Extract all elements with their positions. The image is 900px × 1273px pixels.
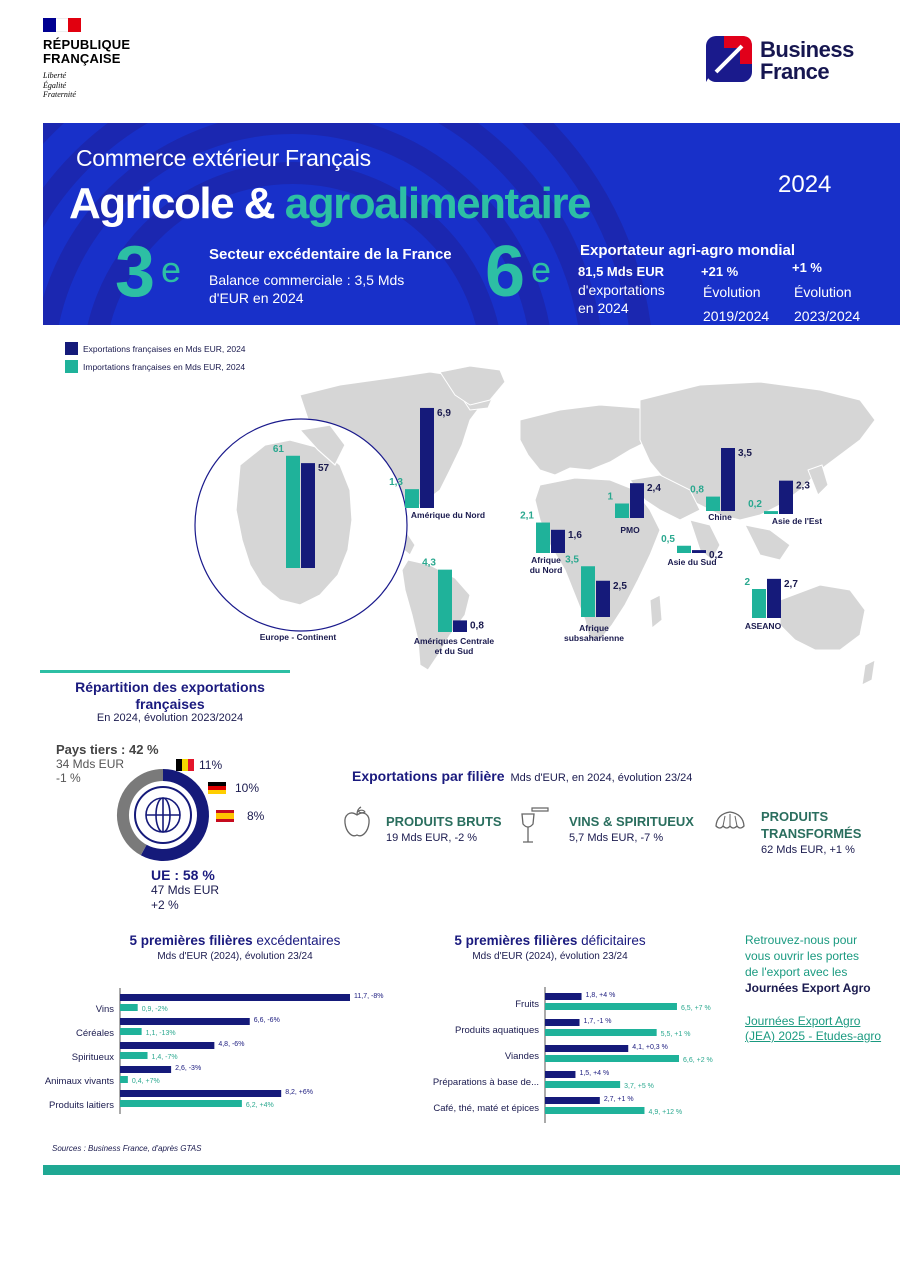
label-imp-fruits: 6,5, +7 % <box>680 1005 711 1012</box>
germany-flag-icon <box>208 782 226 794</box>
bar-imp-viandes <box>545 1055 679 1062</box>
produits-transformes-line-2: TRANSFORMÉS <box>761 826 862 841</box>
bar-exports-chine <box>721 448 735 511</box>
label-imp-cereales: 1,1, -13% <box>145 1030 176 1037</box>
value-exports-ameriques-centrale-et-du-sud: 0,8 <box>470 620 484 632</box>
label-imp-viandes: 6,6, +2 % <box>683 1057 713 1064</box>
rf-motto-2: Égalité <box>43 80 67 90</box>
ue-block <box>151 867 219 913</box>
ue-share: UE : 58 % <box>151 867 215 883</box>
bar-exp-cereales <box>120 1018 250 1025</box>
bar-imports-amerique-du-nord <box>405 489 419 508</box>
rank-3-title: Secteur excédentaire de la France <box>209 246 452 263</box>
bar-exp-vins <box>120 994 350 1001</box>
label-pmo: PMO <box>620 525 640 535</box>
bar-exp-animaux-vivants <box>120 1066 171 1073</box>
kpi-evol-2023-line-1: Évolution <box>794 284 852 300</box>
label-imp-vins: 0,9, -2% <box>141 1006 168 1013</box>
rf-motto-1: Liberté <box>43 71 67 80</box>
label-exp-vins: 11,7, -8% <box>354 993 384 1000</box>
produits-bruts-name: PRODUITS BRUTS <box>386 814 502 829</box>
label-imp-preparations-a-base-de: 3,7, +5 % <box>624 1083 654 1090</box>
bf-line-1: Business <box>760 37 854 62</box>
bar-exports-aseano <box>767 579 781 618</box>
label-afrique-subsaharienne-1: subsaharienne <box>564 633 624 643</box>
value-imports-pmo: 1 <box>607 491 613 503</box>
cta-line-4: Journées Export Agro <box>745 981 871 995</box>
rank-3-sup: e <box>161 249 182 290</box>
label-afrique-subsaharienne: Afrique <box>579 623 609 633</box>
category-produits-laitiers: Produits laitiers <box>49 1100 114 1111</box>
rank-6-title: Exportateur agri-agro mondial <box>580 242 796 259</box>
croissant-icon <box>713 808 747 834</box>
jea-link-line-1[interactable]: Journées Export Agro <box>745 1014 861 1028</box>
banner-year: 2024 <box>778 171 832 198</box>
bar-imports-asie-de-l-est <box>764 511 778 514</box>
label-exp-fruits: 1,8, +4 % <box>585 992 616 999</box>
bar-exports-europe-continent <box>301 463 315 568</box>
bar-exports-asie-de-l-est <box>779 481 793 514</box>
bar-exp-produits-aquatiques <box>545 1019 580 1026</box>
category-fruits: Fruits <box>515 999 539 1010</box>
bar-exports-afrique-subsaharienne <box>596 581 610 617</box>
ue-evolution: +2 % <box>151 898 179 912</box>
kpi-evol-2023-value: +1 % <box>792 260 822 275</box>
bar-exports-afrique-du-nord <box>551 530 565 553</box>
rank-6-number: 6 <box>485 232 526 312</box>
produits-transformes-line-1: PRODUITS <box>761 809 829 824</box>
label-asie-de-l-est: Asie de l'Est <box>771 516 823 526</box>
value-exports-asie-de-l-est: 2,3 <box>796 480 810 492</box>
excedentaires-title <box>70 933 400 948</box>
spain-flag-icon <box>216 810 234 822</box>
label-exp-spiritueux: 4,8, -6% <box>218 1041 245 1048</box>
value-exports-europe-continent: 57 <box>318 463 330 475</box>
bar-imports-ameriques-centrale-et-du-sud <box>438 570 452 632</box>
value-imports-ameriques-centrale-et-du-sud: 4,3 <box>422 557 436 569</box>
label-exp-cafe-the-mate-et-epices: 2,7, +1 % <box>603 1096 634 1103</box>
value-imports-chine: 0,8 <box>690 484 704 496</box>
filieres-subtitle: Mds d'EUR, en 2024, évolution 23/24 <box>510 772 693 784</box>
deficitaires-title-bold: 5 premières filières <box>454 933 578 948</box>
label-exp-viandes: 4,1, +0,3 % <box>632 1044 668 1051</box>
rank-3-number: 3 <box>115 232 156 312</box>
pays-tiers-evolution: -1 % <box>56 771 81 785</box>
category-vins: Vins <box>95 1004 114 1015</box>
bar-imports-europe-continent <box>286 456 300 568</box>
belgium-flag-stripes <box>176 759 194 771</box>
rf-line-2: FRANÇAISE <box>43 51 121 66</box>
bar-imp-fruits <box>545 1003 677 1010</box>
deficitaires-title <box>400 933 700 948</box>
value-exports-afrique-du-nord: 1,6 <box>568 529 582 541</box>
bar-imports-afrique-subsaharienne <box>581 566 595 617</box>
legend-imports-label: Importations françaises en Mds EUR, 2024 <box>83 362 246 372</box>
pays-tiers-value: 34 Mds EUR <box>56 757 125 771</box>
category-preparations-a-base-de: Préparations à base de... <box>432 1077 539 1088</box>
label-aseano: ASEANO <box>744 621 782 631</box>
excedentaires-subtitle: Mds d'EUR (2024), évolution 23/24 <box>157 951 313 962</box>
label-europe-continent: Europe - Continent <box>259 632 337 642</box>
apple-icon <box>342 805 372 839</box>
bar-imp-produits-aquatiques <box>545 1029 657 1036</box>
germany-share: 10% <box>235 781 260 795</box>
label-imp-produits-laitiers: 6,2, +4% <box>245 1102 274 1109</box>
globe-icon <box>146 798 180 832</box>
cta-line-2: vous ouvrir les portes <box>745 949 860 963</box>
category-produits-aquatiques: Produits aquatiques <box>455 1025 539 1036</box>
label-exp-produits-laitiers: 8,2, +6% <box>285 1089 314 1096</box>
value-exports-afrique-subsaharienne: 2,5 <box>613 580 627 592</box>
kpi-evol-2019-line-1: Évolution <box>703 284 761 300</box>
label-chine: Chine <box>708 512 732 522</box>
label-afrique-du-nord: Afrique <box>531 555 561 565</box>
bar-exp-preparations-a-base-de <box>545 1071 575 1078</box>
footer-bar <box>43 1165 900 1175</box>
bar-exports-ameriques-centrale-et-du-sud <box>453 620 467 632</box>
rank-3-line-1: Balance commerciale : 3,5 Mds <box>209 272 405 288</box>
cta-line-1: Retrouvez-nous pour <box>745 933 858 947</box>
rank-6-sup: e <box>531 249 552 290</box>
bar-exp-fruits <box>545 993 582 1000</box>
repartition-subtitle: En 2024, évolution 2023/2024 <box>96 712 244 724</box>
excedentaires-bar-chart <box>0 975 430 1130</box>
bar-exp-produits-laitiers <box>120 1090 281 1097</box>
repartition-title: Répartition des exportations françaises <box>75 679 265 712</box>
value-exports-asie-du-sud: 0,2 <box>709 550 723 562</box>
jea-link[interactable] <box>745 1014 895 1044</box>
bar-imports-pmo <box>615 504 629 519</box>
kpi-evol-2019-line-2: 2019/2024 <box>703 308 770 324</box>
filieres-title-text: Exportations par filière <box>352 768 505 784</box>
deficitaires-title-rest: déficitaires <box>577 933 646 948</box>
label-afrique-du-nord-1: du Nord <box>529 565 563 575</box>
label-exp-preparations-a-base-de: 1,5, +4 % <box>579 1070 610 1077</box>
cta-line-3: de l'export avec les <box>745 965 848 979</box>
category-spiritueux: Spiritueux <box>71 1052 114 1063</box>
value-imports-aseano: 2 <box>744 577 750 588</box>
label-imp-spiritueux: 1,4, -7% <box>151 1054 178 1061</box>
bar-imports-aseano <box>752 589 766 618</box>
label-imp-animaux-vivants: 0,4, +7% <box>131 1078 160 1085</box>
label-amerique-du-nord: Amérique du Nord <box>410 510 486 520</box>
produits-bruts-value: 19 Mds EUR, -2 % <box>386 832 478 844</box>
vins-spiritueux-name: VINS & SPIRITUEUX <box>569 814 694 829</box>
rf-motto-3: Fraternité <box>43 90 76 99</box>
produits-transformes-value: 62 Mds EUR, +1 % <box>761 844 855 856</box>
banner-title-part-b: agroalimentaire <box>284 179 590 228</box>
kpi-evol-2019-value: +21 % <box>701 264 739 279</box>
bar-imp-cafe-the-mate-et-epices <box>545 1107 644 1114</box>
belgium-share: 11% <box>199 758 223 772</box>
donut-slice-pays-tiers <box>123 775 163 850</box>
produits-transformes-name <box>761 808 861 842</box>
rf-line-1: RÉPUBLIQUE <box>43 37 131 52</box>
filieres-title <box>352 768 692 784</box>
legend-exports-label: Exportations françaises en Mds EUR, 2024 <box>83 344 246 354</box>
deficitaires-bar-chart <box>400 975 745 1130</box>
bar-imp-produits-laitiers <box>120 1100 242 1107</box>
bar-imports-asie-du-sud <box>677 546 691 553</box>
wine-glass-bottle-icon <box>518 804 554 848</box>
bf-line-2: France <box>760 59 830 84</box>
value-imports-asie-de-l-est: 0,2 <box>748 499 762 511</box>
value-imports-europe-continent: 61 <box>272 443 284 455</box>
value-imports-afrique-du-nord: 2,1 <box>520 510 534 522</box>
kpi-exports-line-2: en 2024 <box>578 300 629 316</box>
category-cereales: Céréales <box>75 1028 114 1039</box>
value-exports-amerique-du-nord: 6,9 <box>437 407 451 419</box>
rank-3-line-2: d'EUR en 2024 <box>209 290 304 306</box>
value-imports-amerique-du-nord: 1,3 <box>389 477 403 489</box>
bar-imp-spiritueux <box>120 1052 148 1059</box>
label-imp-cafe-the-mate-et-epices: 4,9, +12 % <box>648 1109 683 1116</box>
value-imports-afrique-subsaharienne: 3,5 <box>565 554 579 566</box>
bar-exp-viandes <box>545 1045 628 1052</box>
deficitaires-subtitle: Mds d'EUR (2024), évolution 23/24 <box>472 951 628 962</box>
value-exports-chine: 3,5 <box>738 448 752 459</box>
label-exp-produits-aquatiques: 1,7, -1 % <box>583 1018 612 1025</box>
section-divider <box>40 670 290 673</box>
bar-imp-animaux-vivants <box>120 1076 128 1083</box>
bar-exp-cafe-the-mate-et-epices <box>545 1097 600 1104</box>
value-imports-asie-du-sud: 0,5 <box>661 533 675 545</box>
label-asie-du-sud: Asie du Sud <box>667 557 717 567</box>
category-viandes: Viandes <box>504 1051 539 1062</box>
ue-value: 47 Mds EUR <box>151 883 220 897</box>
bar-imp-preparations-a-base-de <box>545 1081 620 1088</box>
label-ameriques-centrale-et-du-sud-1: et du Sud <box>434 646 474 656</box>
bar-imports-afrique-du-nord <box>536 523 550 553</box>
ue-donut-chart <box>113 765 213 865</box>
bar-exp-spiritueux <box>120 1042 214 1049</box>
label-ameriques-centrale-et-du-sud: Amériques Centrale <box>413 636 495 646</box>
banner-title-part-a: Agricole & <box>69 179 285 228</box>
excedentaires-title-rest: excédentaires <box>252 933 341 948</box>
value-exports-aseano: 2,7 <box>784 578 798 590</box>
vins-spiritueux-value: 5,7 Mds EUR, -7 % <box>569 832 664 844</box>
pays-tiers-share: Pays tiers : 42 % <box>56 742 159 757</box>
bar-exports-pmo <box>630 483 644 518</box>
category-animaux-vivants: Animaux vivants <box>44 1076 114 1087</box>
kpi-exports-line-1: d'exportations <box>578 282 665 298</box>
label-imp-produits-aquatiques: 5,5, +1 % <box>660 1031 691 1038</box>
bar-exports-amerique-du-nord <box>420 408 434 508</box>
kpi-evol-2023-line-2: 2023/2024 <box>794 308 861 324</box>
value-exports-pmo: 2,4 <box>647 483 661 495</box>
category-cafe-the-mate-et-epices: Café, thé, maté et épices <box>433 1103 539 1114</box>
bar-exports-asie-du-sud <box>692 550 706 553</box>
label-exp-animaux-vivants: 2,6, -3% <box>175 1065 202 1072</box>
bar-imports-chine <box>706 497 720 511</box>
bar-imp-cereales <box>120 1028 142 1035</box>
banner-subtitle: Commerce extérieur Français <box>76 145 371 171</box>
jea-link-line-2[interactable]: (JEA) 2025 - Etudes-agro <box>745 1029 882 1043</box>
sources-note: Sources : Business France, d'après GTAS <box>52 1144 202 1153</box>
cta-text <box>745 932 895 996</box>
label-exp-cereales: 6,6, -6% <box>253 1017 280 1024</box>
kpi-exports-value: 81,5 Mds EUR <box>578 264 664 279</box>
excedentaires-title-bold: 5 premières filières <box>129 933 253 948</box>
spain-share: 8% <box>247 809 265 823</box>
bar-imp-vins <box>120 1004 138 1011</box>
